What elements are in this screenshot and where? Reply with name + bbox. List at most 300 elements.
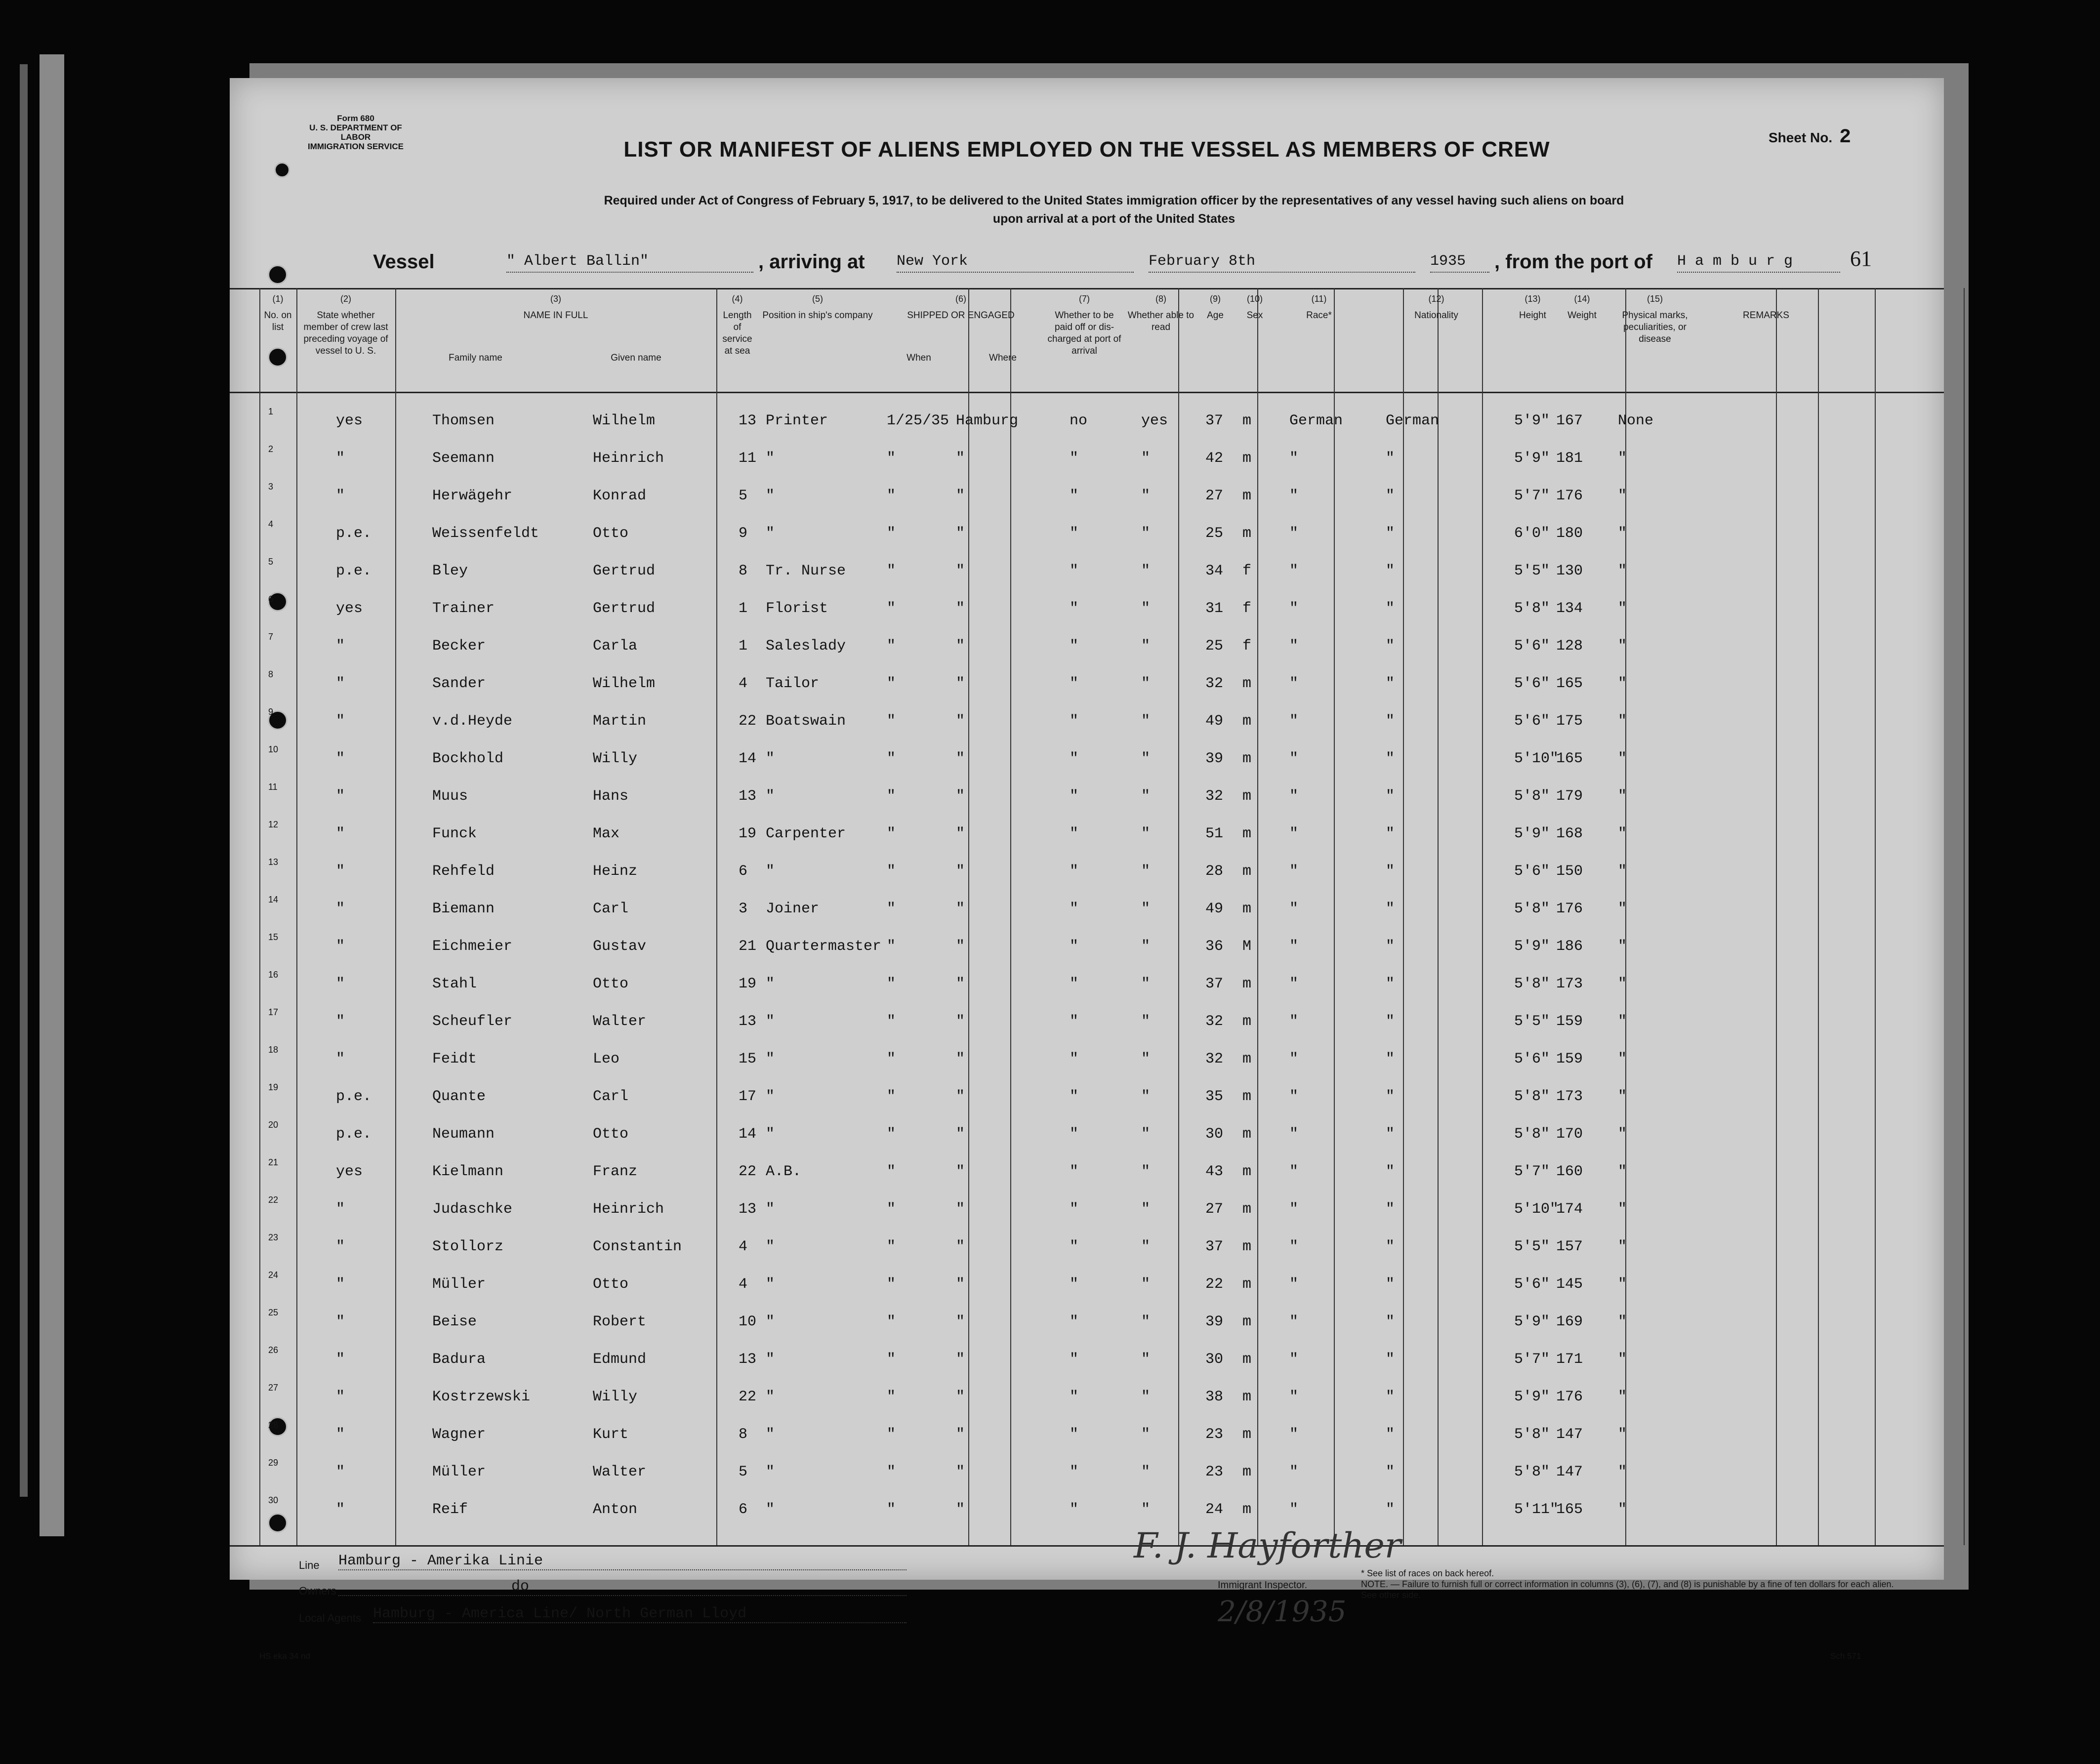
cell-weight: 176 xyxy=(1556,901,1583,917)
cell-marks: " xyxy=(1618,901,1627,917)
cell-given: Heinrich xyxy=(593,1201,664,1218)
arriving-label: , arriving at xyxy=(758,251,865,273)
cell-age: 32 xyxy=(1205,1051,1224,1067)
cell-age: 31 xyxy=(1205,600,1224,617)
cell-where: " xyxy=(956,450,965,467)
cell-family: Kostrzewski xyxy=(432,1389,531,1405)
cell-weight: 180 xyxy=(1556,525,1583,542)
cell-height: 5'5" xyxy=(1514,563,1550,579)
cell-prev: " xyxy=(336,1051,345,1067)
column-number: (12) xyxy=(1428,294,1444,304)
cell-nationality: " xyxy=(1386,1051,1395,1067)
cell-nationality: " xyxy=(1386,901,1395,917)
cell-service: 1 xyxy=(739,600,748,617)
table-bottom-rule xyxy=(230,1545,1944,1547)
cell-where: " xyxy=(956,1313,965,1330)
crew-row xyxy=(230,402,1944,437)
binding-strip xyxy=(20,64,28,1497)
cell-prev: yes xyxy=(336,1163,363,1180)
cell-height: 5'8" xyxy=(1514,1464,1550,1480)
cell-family: Funck xyxy=(432,825,477,842)
cell-where: " xyxy=(956,525,965,542)
cell-nationality: " xyxy=(1386,1426,1395,1443)
cell-given: Kurt xyxy=(593,1426,629,1443)
cell-where: " xyxy=(956,1013,965,1030)
cell-paid: " xyxy=(1070,1051,1079,1067)
arrival-date: February 8th xyxy=(1149,253,1415,273)
cell-read: " xyxy=(1141,901,1151,917)
cell-family: Thomsen xyxy=(432,412,495,429)
cell-nationality: " xyxy=(1386,1013,1395,1030)
cell-paid: " xyxy=(1070,1313,1079,1330)
cell-race: " xyxy=(1289,488,1299,504)
cell-prev: yes xyxy=(336,412,363,429)
column-subheader: When xyxy=(906,353,931,363)
cell-height: 5'8" xyxy=(1514,1126,1550,1143)
cell-weight: 174 xyxy=(1556,1201,1583,1218)
footnote-penalty: NOTE. — Failure to furnish full or correct information in columns (3), (6), (7), and (8) is punishable by a fine of ten dollars for each alien. See other side. xyxy=(1361,1579,1894,1600)
cell-where: " xyxy=(956,1351,965,1368)
cell-position: " xyxy=(766,488,775,504)
cell-age: 39 xyxy=(1205,1313,1224,1330)
cell-paid: " xyxy=(1070,1464,1079,1480)
cell-prev: " xyxy=(336,825,345,842)
arrival-year: 1935 xyxy=(1430,253,1489,273)
cell-sex: m xyxy=(1242,450,1252,467)
cell-where: " xyxy=(956,488,965,504)
cell-weight: 134 xyxy=(1556,600,1583,617)
cell-family: Judaschke xyxy=(432,1201,513,1218)
cell-weight: 175 xyxy=(1556,713,1583,730)
cell-given: Walter xyxy=(593,1464,647,1480)
crew-row xyxy=(230,890,1944,925)
cell-sex: m xyxy=(1242,1351,1252,1368)
cell-age: 42 xyxy=(1205,450,1224,467)
cell-age: 25 xyxy=(1205,638,1224,655)
cell-prev: " xyxy=(336,450,345,467)
cell-nationality: " xyxy=(1386,1126,1395,1143)
cell-prev: yes xyxy=(336,600,363,617)
cell-marks: " xyxy=(1618,1351,1627,1368)
cell-age: 30 xyxy=(1205,1351,1224,1368)
cell-weight: 186 xyxy=(1556,938,1583,955)
cell-when: " xyxy=(887,450,896,467)
cell-marks: " xyxy=(1618,1464,1627,1480)
cell-no: 18 xyxy=(268,1045,279,1055)
service-name: IMMIGRATION SERVICE xyxy=(308,142,404,151)
column-header: State whether member of crew last preceding voyage of vessel to U. S. xyxy=(303,310,388,356)
cell-service: 6 xyxy=(739,863,748,880)
cell-nationality: German xyxy=(1386,412,1440,429)
cell-height: 5'9" xyxy=(1514,412,1550,429)
cell-when: " xyxy=(887,525,896,542)
sheet-number xyxy=(1769,126,1851,149)
cell-read: " xyxy=(1141,1389,1151,1405)
cell-height: 5'6" xyxy=(1514,863,1550,880)
cell-position: " xyxy=(766,450,775,467)
cell-service: 8 xyxy=(739,563,748,579)
cell-no: 3 xyxy=(268,482,274,492)
cell-when: " xyxy=(887,863,896,880)
cell-service: 4 xyxy=(739,1276,748,1293)
cell-paid: " xyxy=(1070,1013,1079,1030)
cell-service: 22 xyxy=(739,1389,757,1405)
cell-where: " xyxy=(956,1276,965,1293)
cell-family: Seemann xyxy=(432,450,495,467)
cell-paid: " xyxy=(1070,1501,1079,1518)
cell-race: " xyxy=(1289,1201,1299,1218)
cell-when: " xyxy=(887,938,896,955)
cell-race: " xyxy=(1289,713,1299,730)
cell-race: " xyxy=(1289,976,1299,992)
cell-when: " xyxy=(887,1163,896,1180)
cell-marks: None xyxy=(1618,412,1654,429)
cell-height: 5'8" xyxy=(1514,1426,1550,1443)
cell-prev: p.e. xyxy=(336,525,372,542)
cell-service: 13 xyxy=(739,788,757,805)
cell-service: 4 xyxy=(739,675,748,692)
column-number: (2) xyxy=(340,294,351,304)
cell-age: 51 xyxy=(1205,825,1224,842)
cell-height: 5'11" xyxy=(1514,1501,1559,1518)
cell-given: Willy xyxy=(593,1389,638,1405)
cell-family: Sander xyxy=(432,675,486,692)
column-subheader: Family name xyxy=(449,353,502,363)
cell-weight: 176 xyxy=(1556,1389,1583,1405)
cell-where: " xyxy=(956,1238,965,1255)
cell-marks: " xyxy=(1618,1013,1627,1030)
cell-service: 5 xyxy=(739,488,748,504)
crew-row xyxy=(230,1453,1944,1488)
cell-sex: m xyxy=(1242,1163,1252,1180)
agents-value: Hamburg - America Line/ North German Lloyd xyxy=(373,1605,906,1623)
cell-given: Edmund xyxy=(593,1351,647,1368)
column-header: SHIPPED OR ENGAGED xyxy=(907,310,1015,321)
cell-when: " xyxy=(887,563,896,579)
cell-nationality: " xyxy=(1386,1201,1395,1218)
cell-height: 5'7" xyxy=(1514,1351,1550,1368)
cell-sex: m xyxy=(1242,1013,1252,1030)
cell-no: 29 xyxy=(268,1458,279,1468)
column-header: Weight xyxy=(1567,310,1597,321)
cell-where: " xyxy=(956,1163,965,1180)
cell-weight: 173 xyxy=(1556,1088,1583,1105)
cell-service: 13 xyxy=(739,1351,757,1368)
cell-nationality: " xyxy=(1386,750,1395,767)
cell-paid: " xyxy=(1070,638,1079,655)
cell-paid: " xyxy=(1070,713,1079,730)
cell-position: Florist xyxy=(766,600,828,617)
cell-paid: " xyxy=(1070,525,1079,542)
cell-where: " xyxy=(956,750,965,767)
cell-marks: " xyxy=(1618,563,1627,579)
cell-nationality: " xyxy=(1386,938,1395,955)
cell-race: " xyxy=(1289,1276,1299,1293)
cell-paid: " xyxy=(1070,1088,1079,1105)
cell-read: " xyxy=(1141,450,1151,467)
cell-read: " xyxy=(1141,976,1151,992)
cell-marks: " xyxy=(1618,638,1627,655)
cell-position: " xyxy=(766,1276,775,1293)
column-header: Length of service at sea xyxy=(722,310,752,356)
cell-race: " xyxy=(1289,1313,1299,1330)
cell-prev: " xyxy=(336,713,345,730)
cell-nationality: " xyxy=(1386,713,1395,730)
cell-service: 14 xyxy=(739,1126,757,1143)
cell-where: " xyxy=(956,1426,965,1443)
column-number: (11) xyxy=(1311,294,1327,304)
cell-no: 28 xyxy=(268,1420,279,1430)
cell-weight: 160 xyxy=(1556,1163,1583,1180)
cell-service: 13 xyxy=(739,1013,757,1030)
cell-paid: " xyxy=(1070,1351,1079,1368)
cell-position: " xyxy=(766,525,775,542)
cell-nationality: " xyxy=(1386,863,1395,880)
column-number: (5) xyxy=(812,294,823,304)
cell-when: " xyxy=(887,1201,896,1218)
cell-height: 5'6" xyxy=(1514,713,1550,730)
owners-label: Owners xyxy=(299,1585,336,1597)
cell-service: 14 xyxy=(739,750,757,767)
cell-read: " xyxy=(1141,638,1151,655)
cell-sex: m xyxy=(1242,525,1252,542)
cell-given: Leo xyxy=(593,1051,620,1067)
cell-service: 4 xyxy=(739,1238,748,1255)
column-header: No. on list xyxy=(264,310,292,332)
cell-marks: " xyxy=(1618,1313,1627,1330)
cell-read: yes xyxy=(1141,412,1168,429)
crew-row xyxy=(230,1265,1944,1301)
cell-position: " xyxy=(766,1313,775,1330)
punch-hole xyxy=(274,162,290,178)
cell-read: " xyxy=(1141,1313,1151,1330)
cell-family: Stahl xyxy=(432,976,477,992)
cell-height: 5'9" xyxy=(1514,450,1550,467)
inspector-label: Immigrant Inspector. xyxy=(1218,1580,1308,1591)
cell-age: 37 xyxy=(1205,412,1224,429)
cell-family: Kielmann xyxy=(432,1163,504,1180)
cell-paid: " xyxy=(1070,563,1079,579)
cell-no: 5 xyxy=(268,557,274,567)
cell-weight: 159 xyxy=(1556,1051,1583,1067)
cell-sex: m xyxy=(1242,713,1252,730)
cell-sex: m xyxy=(1242,1276,1252,1293)
cell-paid: " xyxy=(1070,938,1079,955)
cell-prev: " xyxy=(336,788,345,805)
cell-service: 22 xyxy=(739,713,757,730)
cell-read: " xyxy=(1141,863,1151,880)
cell-where: " xyxy=(956,1501,965,1518)
cell-service: 5 xyxy=(739,1464,748,1480)
cell-age: 32 xyxy=(1205,788,1224,805)
cell-marks: " xyxy=(1618,1426,1627,1443)
crew-row xyxy=(230,1490,1944,1526)
crew-row xyxy=(230,1303,1944,1338)
cell-paid: " xyxy=(1070,450,1079,467)
cell-nationality: " xyxy=(1386,638,1395,655)
cell-read: " xyxy=(1141,1351,1151,1368)
column-number: (7) xyxy=(1079,294,1090,304)
cell-where: " xyxy=(956,976,965,992)
cell-when: " xyxy=(887,750,896,767)
cell-nationality: " xyxy=(1386,450,1395,467)
cell-sex: m xyxy=(1242,1313,1252,1330)
cell-no: 20 xyxy=(268,1120,279,1130)
cell-weight: 157 xyxy=(1556,1238,1583,1255)
cell-given: Heinrich xyxy=(593,450,664,467)
cell-weight: 169 xyxy=(1556,1313,1583,1330)
cell-no: 17 xyxy=(268,1007,279,1017)
cell-prev: " xyxy=(336,1276,345,1293)
from-port: H a m b u r g xyxy=(1677,253,1840,273)
cell-nationality: " xyxy=(1386,1238,1395,1255)
cell-where: " xyxy=(956,600,965,617)
cell-age: 38 xyxy=(1205,1389,1224,1405)
cell-no: 22 xyxy=(268,1195,279,1205)
cell-height: 5'6" xyxy=(1514,638,1550,655)
cell-paid: " xyxy=(1070,488,1079,504)
cell-sex: m xyxy=(1242,1464,1252,1480)
cell-read: " xyxy=(1141,1051,1151,1067)
footnote-races: * See list of races on back hereof. xyxy=(1361,1568,1494,1578)
cell-marks: " xyxy=(1618,1238,1627,1255)
cell-given: Gertrud xyxy=(593,600,656,617)
cell-nationality: " xyxy=(1386,976,1395,992)
cell-sex: m xyxy=(1242,1389,1252,1405)
cell-age: 37 xyxy=(1205,976,1224,992)
cell-age: 32 xyxy=(1205,1013,1224,1030)
cell-weight: 165 xyxy=(1556,1501,1583,1518)
cell-nationality: " xyxy=(1386,1389,1395,1405)
cell-race: " xyxy=(1289,788,1299,805)
column-rule xyxy=(1964,288,1965,1545)
cell-age: 24 xyxy=(1205,1501,1224,1518)
line-label: Line xyxy=(299,1559,320,1571)
cell-height: 5'9" xyxy=(1514,825,1550,842)
header-bottom-rule xyxy=(230,392,1944,393)
column-header: Physical marks, peculiarities, or disease xyxy=(1622,310,1688,344)
footnote xyxy=(1361,1568,1904,1600)
cell-position: " xyxy=(766,1051,775,1067)
crew-row xyxy=(230,589,1944,625)
cell-where: Hamburg xyxy=(956,412,1019,429)
cell-race: " xyxy=(1289,1051,1299,1067)
cell-prev: " xyxy=(336,1389,345,1405)
cell-family: Badura xyxy=(432,1351,486,1368)
cell-race: " xyxy=(1289,1501,1299,1518)
column-number: (14) xyxy=(1574,294,1590,304)
cell-when: " xyxy=(887,1013,896,1030)
cell-service: 6 xyxy=(739,1501,748,1518)
cell-no: 16 xyxy=(268,970,279,980)
cell-height: 6'0" xyxy=(1514,525,1550,542)
cell-where: " xyxy=(956,563,965,579)
cell-height: 5'6" xyxy=(1514,1051,1550,1067)
cell-sex: m xyxy=(1242,976,1252,992)
cell-family: Neumann xyxy=(432,1126,495,1143)
cell-nationality: " xyxy=(1386,488,1395,504)
cell-height: 5'10" xyxy=(1514,1201,1559,1218)
cell-given: Franz xyxy=(593,1163,638,1180)
cell-marks: " xyxy=(1618,976,1627,992)
cell-given: Otto xyxy=(593,1126,629,1143)
cell-position: Quartermaster xyxy=(766,938,882,955)
table-top-rule xyxy=(230,288,1944,289)
cell-marks: " xyxy=(1618,863,1627,880)
cell-race: " xyxy=(1289,1426,1299,1443)
cell-when: " xyxy=(887,638,896,655)
cell-nationality: " xyxy=(1386,1501,1395,1518)
cell-given: Constantin xyxy=(593,1238,682,1255)
cell-when: " xyxy=(887,1126,896,1143)
cell-age: 27 xyxy=(1205,1201,1224,1218)
cell-race: " xyxy=(1289,1464,1299,1480)
cell-weight: 159 xyxy=(1556,1013,1583,1030)
cell-family: Biemann xyxy=(432,901,495,917)
cell-given: Wilhelm xyxy=(593,675,656,692)
cell-position: Boatswain xyxy=(766,713,846,730)
cell-service: 9 xyxy=(739,525,748,542)
cell-race: German xyxy=(1289,412,1343,429)
cell-read: " xyxy=(1141,1276,1151,1293)
column-subheader: Given name xyxy=(611,353,661,363)
cell-marks: " xyxy=(1618,1163,1627,1180)
agents-label: Local Agents xyxy=(299,1612,361,1624)
cell-where: " xyxy=(956,713,965,730)
from-label: , from the port of xyxy=(1494,251,1652,273)
column-number: (3) xyxy=(550,294,561,304)
cell-read: " xyxy=(1141,488,1151,504)
cell-paid: " xyxy=(1070,750,1079,767)
cell-age: 35 xyxy=(1205,1088,1224,1105)
cell-given: Carla xyxy=(593,638,638,655)
cell-prev: p.e. xyxy=(336,563,372,579)
cell-sex: f xyxy=(1242,563,1252,579)
cell-given: Robert xyxy=(593,1313,647,1330)
cell-service: 19 xyxy=(739,825,757,842)
cell-when: " xyxy=(887,788,896,805)
crew-row xyxy=(230,965,1944,1000)
cell-read: " xyxy=(1141,1088,1151,1105)
cell-height: 5'9" xyxy=(1514,938,1550,955)
cell-age: 36 xyxy=(1205,938,1224,955)
cell-given: Martin xyxy=(593,713,647,730)
cell-marks: " xyxy=(1618,525,1627,542)
cell-service: 10 xyxy=(739,1313,757,1330)
cell-paid: " xyxy=(1070,825,1079,842)
cell-read: " xyxy=(1141,1426,1151,1443)
cell-age: 34 xyxy=(1205,563,1224,579)
cell-no: 27 xyxy=(268,1383,279,1393)
cell-when: " xyxy=(887,825,896,842)
crew-row xyxy=(230,852,1944,888)
cell-where: " xyxy=(956,788,965,805)
cell-when: " xyxy=(887,713,896,730)
cell-age: 43 xyxy=(1205,1163,1224,1180)
arriving-port: New York xyxy=(897,253,1134,273)
cell-race: " xyxy=(1289,525,1299,542)
column-number: (9) xyxy=(1210,294,1221,304)
cell-race: " xyxy=(1289,638,1299,655)
crew-row xyxy=(230,1040,1944,1075)
cell-no: 7 xyxy=(268,632,274,642)
cell-position: " xyxy=(766,788,775,805)
cell-paid: " xyxy=(1070,1163,1079,1180)
cell-paid: " xyxy=(1070,976,1079,992)
cell-when: " xyxy=(887,600,896,617)
crew-row xyxy=(230,627,1944,662)
cell-prev: " xyxy=(336,1501,345,1518)
